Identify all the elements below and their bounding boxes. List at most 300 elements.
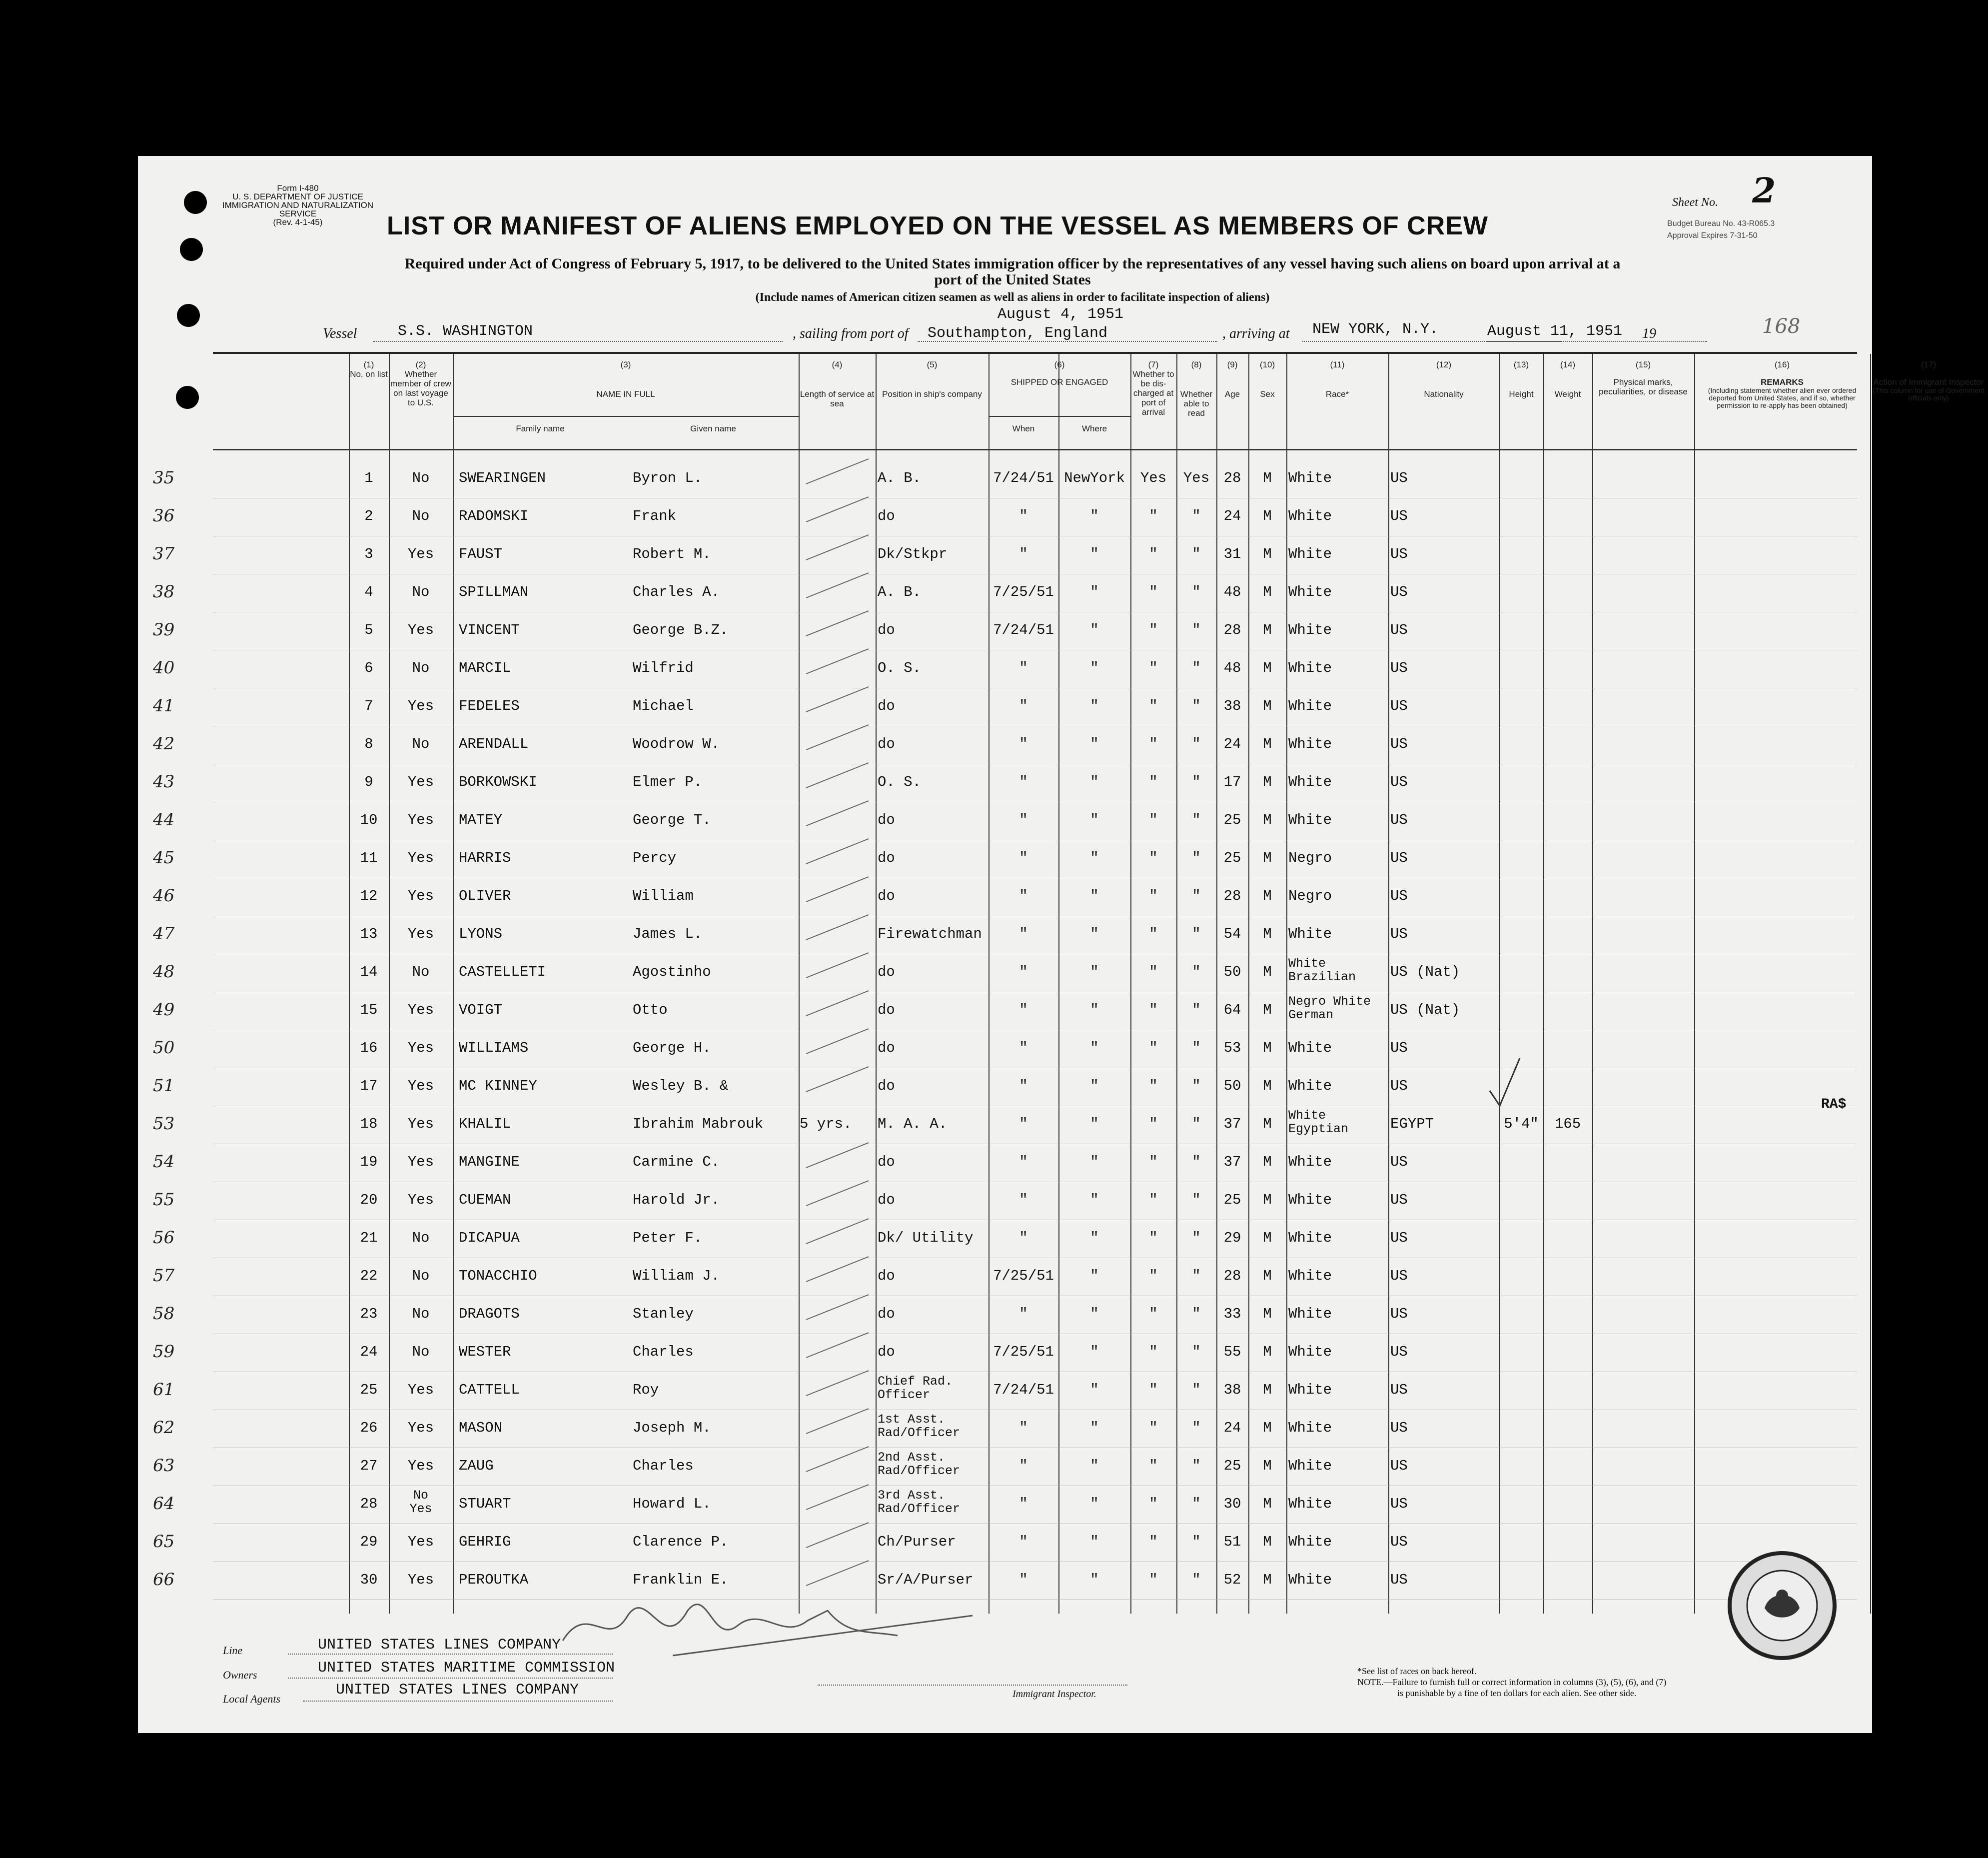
vessel-name: S.S. WASHINGTON	[398, 323, 533, 340]
cell-race: White	[1288, 1458, 1332, 1474]
margin-number: 39	[153, 620, 175, 640]
cell-prev: Yes	[407, 1116, 434, 1132]
cell-race: White	[1288, 736, 1332, 752]
cell-age: 64	[1223, 1002, 1241, 1018]
cell-family: BORKOWSKI	[459, 774, 537, 790]
cell-age: 33	[1223, 1306, 1241, 1322]
cell-age: 37	[1223, 1116, 1241, 1132]
cell-given: Carmine C.	[633, 1154, 720, 1170]
cell-given: Stanley	[633, 1306, 694, 1322]
cell-age: 54	[1223, 926, 1241, 942]
cell-discharged: "	[1149, 964, 1158, 980]
cell-nationality: US	[1390, 546, 1408, 562]
cell-read: "	[1192, 736, 1201, 752]
cell-prev: Yes	[407, 622, 434, 638]
cell-when: "	[1019, 1496, 1028, 1512]
cell-read: Yes	[1183, 470, 1210, 486]
cell-discharged: "	[1149, 850, 1158, 866]
cell-sex: M	[1263, 1534, 1272, 1550]
cell-nationality: US	[1390, 584, 1408, 600]
arrival-port: NEW YORK, N.Y.	[1312, 321, 1439, 338]
cell-no: 28	[360, 1496, 378, 1512]
margin-number: 35	[153, 468, 175, 488]
cell-discharged: "	[1149, 1458, 1158, 1474]
cell-given: George T.	[633, 812, 711, 828]
cell-no: 20	[360, 1192, 378, 1208]
line-value: UNITED STATES LINES COMPANY	[318, 1637, 561, 1654]
punch-hole-icon	[180, 238, 203, 261]
cell-given: Charles A.	[633, 584, 720, 600]
cell-position: Dk/ Utility	[878, 1230, 974, 1246]
footer-notes: *See list of races on back hereof. NOTE.—Failure to furnish full or correct information in columns (3), (5), (6), and (7) is punishable by a fine of ten dollars for each alien. See other side.	[1357, 1666, 1667, 1698]
cell-position: do	[878, 850, 895, 866]
cell-read: "	[1192, 546, 1201, 562]
cell-age: 48	[1223, 660, 1241, 676]
cell-where: "	[1090, 1154, 1099, 1170]
cell-nationality: US	[1390, 1306, 1408, 1322]
cell-prev: Yes	[407, 774, 434, 790]
margin-number: 53	[153, 1114, 175, 1134]
cell-no: 30	[360, 1572, 378, 1588]
margin-number: 50	[153, 1038, 175, 1058]
cell-no: 1	[364, 470, 373, 486]
cell-race: White	[1288, 622, 1332, 638]
cell-given: Howard L.	[633, 1496, 711, 1512]
cell-given: Agostinho	[633, 964, 711, 980]
cell-no: 3	[364, 546, 373, 562]
cell-age: 53	[1223, 1040, 1241, 1056]
cell-nationality: US	[1390, 888, 1408, 904]
cell-where: "	[1090, 1040, 1099, 1056]
cell-where: "	[1090, 736, 1099, 752]
cell-race: White	[1288, 1382, 1332, 1398]
cell-sex: M	[1263, 1420, 1272, 1436]
cell-where: "	[1090, 1344, 1099, 1360]
cell-family: SWEARINGEN	[459, 470, 546, 486]
cell-age: 25	[1223, 812, 1241, 828]
cell-family: TONACCHIO	[459, 1268, 537, 1284]
cell-position: O. S.	[878, 774, 922, 790]
cell-when: "	[1019, 1078, 1028, 1094]
cell-discharged: "	[1149, 1154, 1158, 1170]
cell-given: Byron L.	[633, 470, 703, 486]
cell-position: do	[878, 1306, 895, 1322]
cell-where: "	[1090, 698, 1099, 714]
cell-when: 7/25/51	[993, 584, 1054, 600]
cell-no: 19	[360, 1154, 378, 1170]
cell-no: 14	[360, 964, 378, 980]
cell-read: "	[1192, 1116, 1201, 1132]
cell-discharged: "	[1149, 1382, 1158, 1398]
cell-age: 50	[1223, 1078, 1241, 1094]
cell-discharged: "	[1149, 1002, 1158, 1018]
cell-no: 15	[360, 1002, 378, 1018]
cell-position: do	[878, 1192, 895, 1208]
cell-given: George H.	[633, 1040, 711, 1056]
margin-number: 48	[153, 962, 175, 982]
cell-sex: M	[1263, 736, 1272, 752]
cell-discharged: "	[1149, 1306, 1158, 1322]
cell-race: White	[1288, 774, 1332, 790]
cell-given: William	[633, 888, 694, 904]
cell-age: 25	[1223, 850, 1241, 866]
cell-no: 13	[360, 926, 378, 942]
cell-no: 7	[364, 698, 373, 714]
cell-position: do	[878, 1002, 895, 1018]
cell-nationality: US	[1390, 698, 1408, 714]
cell-position: do	[878, 1040, 895, 1056]
cell-nationality: US	[1390, 1534, 1408, 1550]
cell-read: "	[1192, 508, 1201, 524]
cell-no: 18	[360, 1116, 378, 1132]
cell-no: 9	[364, 774, 373, 790]
cell-when: 7/24/51	[993, 470, 1054, 486]
cell-age: 50	[1223, 964, 1241, 980]
cell-sex: M	[1263, 660, 1272, 676]
cell-family: GEHRIG	[459, 1534, 511, 1550]
cell-family: VINCENT	[459, 622, 520, 638]
cell-position: do	[878, 1078, 895, 1094]
cell-no: 21	[360, 1230, 378, 1246]
cell-sex: M	[1263, 1154, 1272, 1170]
cell-sex: M	[1263, 1078, 1272, 1094]
cell-race: White	[1288, 584, 1332, 600]
cell-sex: M	[1263, 1116, 1272, 1132]
punch-hole-icon	[176, 386, 199, 409]
cell-prev: Yes	[407, 1572, 434, 1588]
cell-given: James L.	[633, 926, 703, 942]
margin-number: 43	[153, 772, 175, 792]
cell-nationality: US	[1390, 1154, 1408, 1170]
margin-number: 61	[153, 1380, 175, 1400]
cell-when: "	[1019, 1572, 1028, 1588]
cell-position: 2nd Asst. Rad/Officer	[878, 1450, 961, 1478]
cell-age: 55	[1223, 1344, 1241, 1360]
cell-discharged: "	[1149, 812, 1158, 828]
cell-sex: M	[1263, 1382, 1272, 1398]
cell-race: White	[1288, 1268, 1332, 1284]
cell-race: White	[1288, 508, 1332, 524]
cell-where: "	[1090, 622, 1099, 638]
cell-nationality: US	[1390, 470, 1408, 486]
cell-sex: M	[1263, 698, 1272, 714]
margin-number: 62	[153, 1418, 175, 1438]
cell-sex: M	[1263, 926, 1272, 942]
cell-given: Otto	[633, 1002, 668, 1018]
cell-discharged: "	[1149, 1420, 1158, 1436]
service-slash-marks	[799, 449, 876, 1614]
cell-sex: M	[1263, 850, 1272, 866]
subtitle: Required under Act of Congress of February 5, 1917, to be delivered to the United States immigration officer by the representatives of any vessel having such aliens on board upon arrival at a port of the United States	[404, 255, 1621, 288]
cell-position: Chief Rad. Officer	[878, 1374, 953, 1402]
cell-age: 24	[1223, 736, 1241, 752]
cell-sex: M	[1263, 1002, 1272, 1018]
cell-when: "	[1019, 1420, 1028, 1436]
cell-age: 37	[1223, 1154, 1241, 1170]
cell-read: "	[1192, 926, 1201, 942]
cell-family: FEDELES	[459, 698, 520, 714]
cell-when: "	[1019, 508, 1028, 524]
cell-nationality: US	[1390, 1572, 1408, 1588]
cell-race: White	[1288, 470, 1332, 486]
cell-prev: No	[412, 508, 430, 524]
cell-given: Frank	[633, 508, 677, 524]
cell-discharged: "	[1149, 888, 1158, 904]
margin-number: 47	[153, 924, 175, 944]
cell-where: "	[1090, 926, 1099, 942]
cell-sex: M	[1263, 1040, 1272, 1056]
cell-position: do	[878, 812, 895, 828]
cell-family: WILLIAMS	[459, 1040, 529, 1056]
cell-race: White	[1288, 1078, 1332, 1094]
cell-family: MASON	[459, 1420, 503, 1436]
cell-sex: M	[1263, 1268, 1272, 1284]
cell-age: 31	[1223, 546, 1241, 562]
cell-race: Negro	[1288, 888, 1332, 904]
cell-prev: Yes	[407, 1078, 434, 1094]
cell-position: Dk/Stkpr	[878, 546, 948, 562]
cell-when: 7/25/51	[993, 1344, 1054, 1360]
cell-discharged: "	[1149, 1344, 1158, 1360]
arrival-date: August 11, 1951	[1487, 323, 1623, 340]
cell-family: OLIVER	[459, 888, 511, 904]
cell-where: "	[1090, 1116, 1099, 1132]
cell-given: Ibrahim Mabrouk	[633, 1116, 764, 1132]
cell-no: 27	[360, 1458, 378, 1474]
subtitle-note: (Include names of American citizen seamen as well as aliens in order to facilitate inspection of aliens)	[755, 291, 1270, 304]
cell-given: Percy	[633, 850, 677, 866]
cell-race: Negro White German	[1288, 994, 1371, 1022]
manifest-sheet	[138, 156, 1985, 1733]
cell-where: "	[1090, 546, 1099, 562]
cell-family: RADOMSKI	[459, 508, 529, 524]
cell-read: "	[1192, 774, 1201, 790]
inspector-signature	[548, 1581, 997, 1661]
cell-read: "	[1192, 1458, 1201, 1474]
cell-given: Clarence P.	[633, 1534, 729, 1550]
cell-read: "	[1192, 660, 1201, 676]
cell-when: "	[1019, 1230, 1028, 1246]
cell-sex: M	[1263, 774, 1272, 790]
cell-sex: M	[1263, 622, 1272, 638]
margin-number: 65	[153, 1532, 175, 1552]
cell-family: DICAPUA	[459, 1230, 520, 1246]
cell-where: "	[1090, 964, 1099, 980]
cell-nationality: US	[1390, 1192, 1408, 1208]
cell-read: "	[1192, 1344, 1201, 1360]
cell-read: "	[1192, 888, 1201, 904]
sailing-date: August 4, 1951	[997, 306, 1124, 323]
cell-read: "	[1192, 584, 1201, 600]
cell-prev: Yes	[407, 1002, 434, 1018]
cell-read: "	[1192, 812, 1201, 828]
cell-nationality: US	[1390, 736, 1408, 752]
cell-position: do	[878, 1344, 895, 1360]
cell-family: FAUST	[459, 546, 503, 562]
cell-discharged: "	[1149, 1192, 1158, 1208]
margin-number: 64	[153, 1494, 175, 1514]
cell-where: "	[1090, 850, 1099, 866]
cell-read: "	[1192, 1040, 1201, 1056]
cell-when: "	[1019, 736, 1028, 752]
cell-discharged: "	[1149, 546, 1158, 562]
cell-given: Woodrow W.	[633, 736, 720, 752]
margin-number: 59	[153, 1342, 175, 1362]
cell-family: MATEY	[459, 812, 503, 828]
cell-race: White Egyptian	[1288, 1108, 1349, 1136]
cell-read: "	[1192, 1382, 1201, 1398]
cell-sex: M	[1263, 1572, 1272, 1588]
cell-sex: M	[1263, 1496, 1272, 1512]
margin-number: 63	[153, 1456, 175, 1476]
margin-number: 66	[153, 1570, 175, 1590]
cell-race: White	[1288, 1306, 1332, 1322]
cell-nationality: US	[1390, 774, 1408, 790]
cell-discharged: "	[1149, 622, 1158, 638]
margin-number: 55	[153, 1190, 175, 1210]
cell-sex: M	[1263, 1192, 1272, 1208]
cell-nationality: US	[1390, 1458, 1408, 1474]
cell-read: "	[1192, 1002, 1201, 1018]
cell-when: 7/24/51	[993, 622, 1054, 638]
cell-family: PEROUTKA	[459, 1572, 529, 1588]
cell-race: White	[1288, 1344, 1332, 1360]
cell-prev: No	[412, 736, 430, 752]
cell-age: 52	[1223, 1572, 1241, 1588]
cell-age: 51	[1223, 1534, 1241, 1550]
cell-prev: No	[412, 1230, 430, 1246]
margin-number: 49	[153, 1000, 175, 1020]
cell-no: 22	[360, 1268, 378, 1284]
cell-age: 29	[1223, 1230, 1241, 1246]
cell-sex: M	[1263, 470, 1272, 486]
cell-race: White	[1288, 1420, 1332, 1436]
cell-where: "	[1090, 660, 1099, 676]
cell-read: "	[1192, 1572, 1201, 1588]
margin-number: 51	[153, 1076, 175, 1096]
cell-where: "	[1090, 812, 1099, 828]
table-header: (1) No. on list (2) Whether member of crew on last voyage to U.S. (3) NAME IN FULL Family name Given name (4) Length of service at sea (5) Position in ship's company (6) SHIPPED OR ENGAGED When Where (7) Whether to be dis-charged at port of arrival (8) Whether able to read (9) Age (10) Sex (11) Race* (12) Nationality (13) Height (14) Weight (15) Physical marks, peculiarities, or disease (16) REMARKS (Including statement whether alien ever ordered deported from United States, and if so, whether permission to re-apply has been obtained) (17) Action of Immigrant Inspector (This column for use of Government officials only)	[213, 354, 1857, 450]
cell-read: "	[1192, 1192, 1201, 1208]
cell-when: "	[1019, 1192, 1028, 1208]
cell-race: White	[1288, 1154, 1332, 1170]
cell-when: "	[1019, 926, 1028, 942]
cell-position: do	[878, 1268, 895, 1284]
cell-sex: M	[1263, 812, 1272, 828]
cell-prev: Yes	[407, 1040, 434, 1056]
cell-read: "	[1192, 1420, 1201, 1436]
cell-position: do	[878, 622, 895, 638]
cell-height: 5'4"	[1504, 1116, 1539, 1132]
cell-age: 28	[1223, 888, 1241, 904]
cell-discharged: "	[1149, 1040, 1158, 1056]
cell-read: "	[1192, 1306, 1201, 1322]
cell-when: "	[1019, 774, 1028, 790]
cell-race: White	[1288, 1572, 1332, 1588]
cell-given: William J.	[633, 1268, 720, 1284]
cell-read: "	[1192, 850, 1201, 866]
margin-number: 42	[153, 734, 175, 754]
cell-race: White	[1288, 1192, 1332, 1208]
cell-read: "	[1192, 622, 1201, 638]
cell-where: "	[1090, 1534, 1099, 1550]
cell-nationality: EGYPT	[1390, 1116, 1434, 1132]
cell-race: White	[1288, 1230, 1332, 1246]
cell-family: MARCIL	[459, 660, 511, 676]
margin-number: 54	[153, 1152, 175, 1172]
cell-given: Michael	[633, 698, 694, 714]
local-agents-label: Local Agents	[223, 1693, 281, 1705]
cell-age: 24	[1223, 508, 1241, 524]
cell-prev: No	[412, 1344, 430, 1360]
cell-no: 16	[360, 1040, 378, 1056]
cell-prev: Yes	[407, 1420, 434, 1436]
cell-where: "	[1090, 1420, 1099, 1436]
cell-no: 8	[364, 736, 373, 752]
cell-discharged: "	[1149, 736, 1158, 752]
cell-given: Charles	[633, 1344, 694, 1360]
arriving-label: , arriving at	[1222, 326, 1290, 341]
margin-number: 41	[153, 696, 175, 716]
cell-position: do	[878, 698, 895, 714]
cell-family: ZAUG	[459, 1458, 494, 1474]
cell-where: "	[1090, 1458, 1099, 1474]
cell-where: "	[1090, 1078, 1099, 1094]
local-agents-value: UNITED STATES LINES COMPANY	[336, 1682, 579, 1699]
cell-discharged: "	[1149, 1116, 1158, 1132]
cell-age: 25	[1223, 1192, 1241, 1208]
cell-where: "	[1090, 508, 1099, 524]
cell-prev: Yes	[407, 546, 434, 562]
cell-position: M. A. A.	[878, 1116, 948, 1132]
cell-family: VOIGT	[459, 1002, 503, 1018]
cell-age: 38	[1223, 698, 1241, 714]
cell-given: Harold Jr.	[633, 1192, 720, 1208]
cell-nationality: US	[1390, 1496, 1408, 1512]
cell-family: MANGINE	[459, 1154, 520, 1170]
year-label: 19	[1642, 326, 1656, 341]
cell-when: "	[1019, 888, 1028, 904]
margin-number: 36	[153, 506, 175, 526]
cell-no: 23	[360, 1306, 378, 1322]
cell-prev: Yes	[407, 812, 434, 828]
cell-sex: M	[1263, 1230, 1272, 1246]
cell-position: do	[878, 736, 895, 752]
cell-service: 5 yrs.	[800, 1116, 852, 1132]
cell-position: Sr/A/Purser	[878, 1572, 974, 1588]
cell-age: 28	[1223, 1268, 1241, 1284]
form-info: Form I-480 U. S. DEPARTMENT OF JUSTICE IMMIGRATION AND NATURALIZATION SERVICE (Rev. 4-1-45)	[222, 183, 374, 227]
cell-given: Charles	[633, 1458, 694, 1474]
cell-read: "	[1192, 1496, 1201, 1512]
cell-discharged: "	[1149, 774, 1158, 790]
cell-where: NewYork	[1064, 470, 1125, 486]
vessel-label: Vessel	[323, 326, 357, 341]
sailing-label: , sailing from port of	[793, 326, 909, 341]
cell-prev: Yes	[407, 850, 434, 866]
cell-read: "	[1192, 964, 1201, 980]
cell-prev: No	[412, 660, 430, 676]
cell-position: 3rd Asst. Rad/Officer	[878, 1488, 961, 1516]
owners-value: UNITED STATES MARITIME COMMISSION	[318, 1660, 615, 1677]
cell-family: CASTELLETI	[459, 964, 546, 980]
margin-number: 44	[153, 810, 175, 830]
cell-sex: M	[1263, 964, 1272, 980]
cell-position: do	[878, 888, 895, 904]
cell-given: Wilfrid	[633, 660, 694, 676]
cell-no: 25	[360, 1382, 378, 1398]
sheet-no-label: Sheet No.	[1672, 196, 1718, 209]
